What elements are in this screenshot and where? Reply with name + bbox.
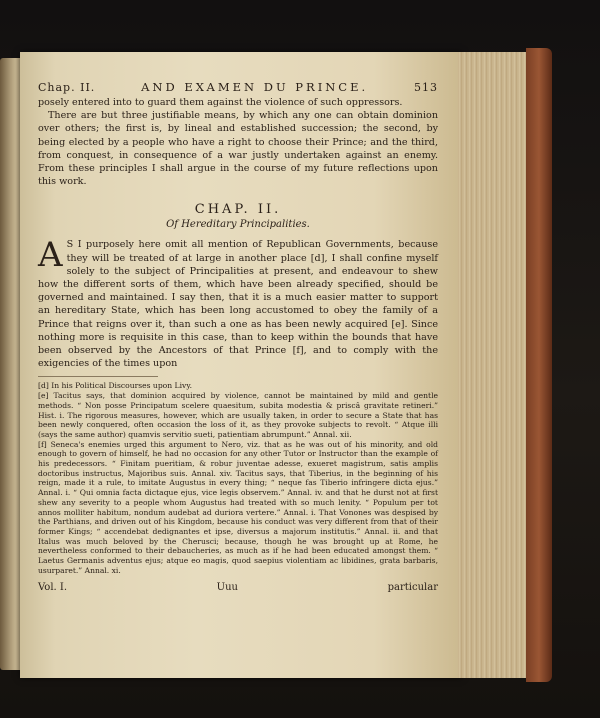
footnote-rule — [38, 376, 158, 377]
intro-paragraph-2: There are but three justifiable means, by which any one can obtain dominion over others; the first is, by lineal and established succession; the second, by being elected by a people who have a right to choose their Prince; and the third, from conquest, in consequence of a war justly undertaken against an enemy. From these principles I shall argue in the course of my future reflections upon this work. — [38, 110, 438, 188]
footnote-f: [f] Seneca's enemies urged this argument to Nero, viz. that as he was out of his minority, and old enough to govern of himself, he had no occasion for any other Tutor or Instructor than the example of his predecessors. “ Finitam pueritiam, & robur juventae adesse, exueret magistrum, satis amplis doctoribus instructus, Majoribus suis. Annal. xiv. Tacitus says, that Tiberius, in the beginning of his reign, made it a rule, to imitate Augustus in every thing; “ neque fas Tiberio infringere dicta ejus.” Annal. i. “ Qui omnia facta dictaque ejus, vice legis observem.” Annal. iv. and that he durst not at first shew any severity to a people whom Augustus had treated with so much lenity. “ Populum per tot annos molliter habitum, nondum audebat ad duriora vertere.” Annal. i. That Vonones was despised by the Parthians, and driven out of his Kingdom, because his conduct was very different from that of their former Kings; “ accendebat dedignantes et ipse, diversus a majorum institutis.” Annal. ii. and that Italus was much beloved by the Cherusci; because, though he was brought up at Rome, he nevertheless conformed to their debaucheries, as much as if he had been educated amongst them. “ Laetus Germanis adventus ejus; atque eo magis, quod saepius violentiam ac libidines, grata barbaris, usurparet.” Annal. xi. — [38, 439, 438, 575]
page-footer — [38, 582, 438, 593]
main-text — [38, 235, 438, 370]
volume-label: Vol. I. — [38, 581, 68, 593]
previous-page-edge — [0, 58, 22, 670]
chapter-subtitle: Of Hereditary Principalities. — [166, 219, 310, 231]
catchword: particular — [387, 581, 438, 593]
running-title: AND EXAMEN DU PRINCE. — [141, 80, 369, 94]
page-number: 513 — [414, 81, 438, 94]
footnote-d: [d] In his Political Discourses upon Livy. — [38, 381, 193, 391]
chapter-heading: CHAP. II. — [194, 202, 282, 218]
page-text — [38, 80, 438, 593]
intro-block — [38, 96, 438, 188]
book-cover — [526, 48, 552, 682]
footnote-e: [e] Tacitus says, that dominion acquired by violence, cannot be maintained by mild and gentle methods. “ Non posse Principatum scelere quaesitum, subita modestia & priscâ gravitate retineri.” Hist. i. The rigorous measures, however, which are usually taken, in order to secure a State that has been newly conquered, often occasion the loss of it, as they provoke subjects to revolt. “ Atque illi (says the same author) quamvis servitio sueti, patientiam abrumpunt.” Annal. xii. — [38, 391, 438, 439]
main-paragraph: S I purposely here omit all mention of Republican Governments, because they will be treated of at large in another place [d], I shall confine myself solely to the subject of Principalities at present, and endeavour to shew how the different sorts of them, which have been already specified, should be governed and maintained. I say then, that it is a much easier matter to support an hereditary State, which has been long accustomed to obey the family of a Prince that reigns over it, than such a one as has been newly acquired [e]. Since nothing more is requisite in this case, than to keep within the bounds that have been observed by the Ancestors of that Prince [f], and to comply with the exigencies of the times upon — [38, 239, 438, 370]
page-edges — [458, 52, 528, 678]
running-head — [38, 80, 438, 96]
footnotes — [38, 381, 438, 575]
signature-mark: Uuu — [216, 581, 238, 593]
chapter-label: Chap. II. — [38, 81, 96, 94]
drop-capital: A — [38, 235, 63, 276]
intro-paragraph-1: posely entered into to guard them against the violence of such oppressors. — [38, 97, 403, 108]
